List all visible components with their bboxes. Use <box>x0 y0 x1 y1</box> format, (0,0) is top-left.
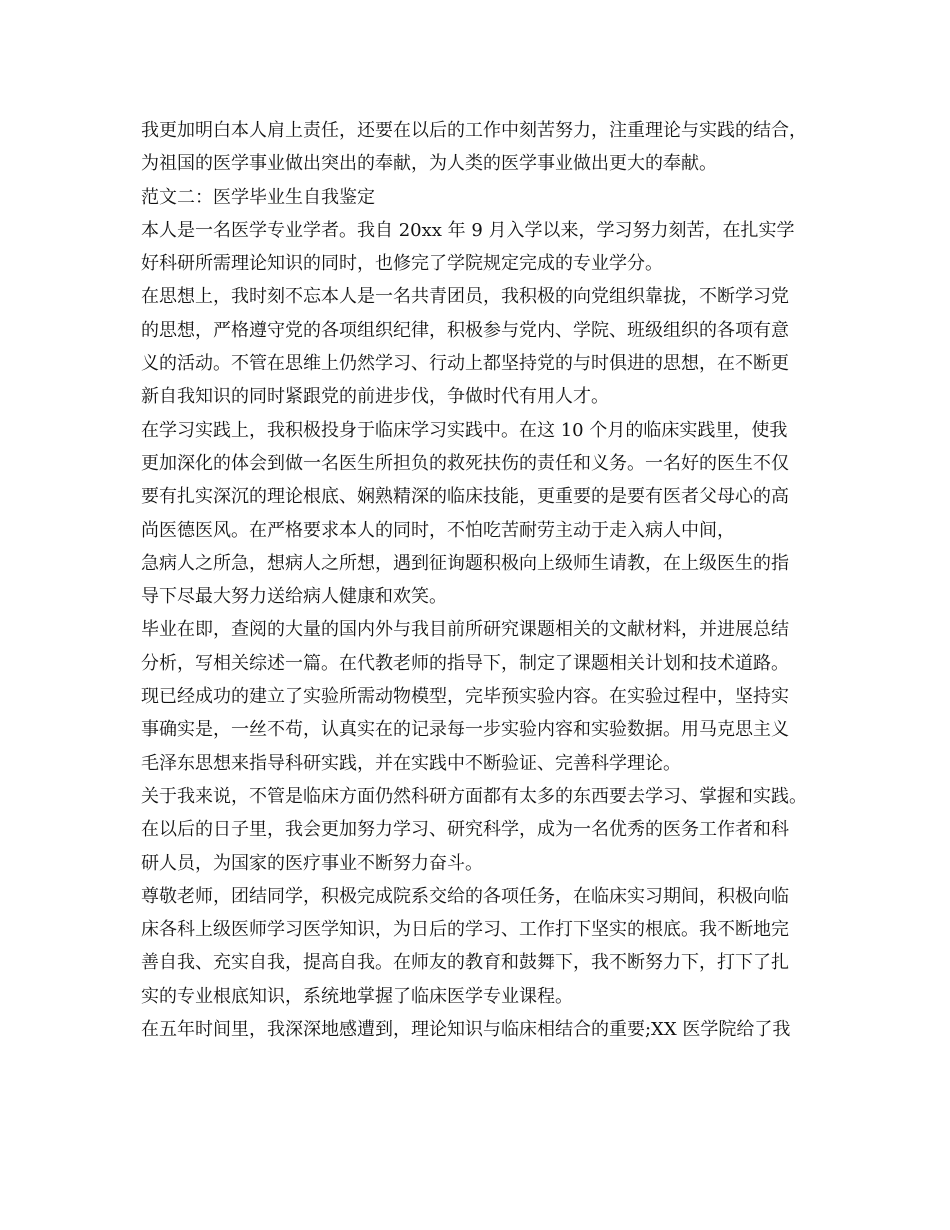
text-line: 分析，写相关综述一篇。在代教老师的指导下，制定了课题相关计划和技术道路。 <box>141 652 789 674</box>
text-line: 现已经成功的建立了实验所需动物模型，完毕预实验内容。在实验过程中，坚持实 <box>141 686 789 708</box>
text-line: 在以后的日子里，我会更加努力学习、研究科学，成为一名优秀的医务工作者和科 <box>141 819 789 841</box>
text-line: 事确实是，一丝不苟，认真实在的记录每一步实验内容和实验数据。用马克思主义 <box>141 719 789 741</box>
text-line: 实的专业根底知识，系统地掌握了临床医学专业课程。 <box>141 985 573 1007</box>
text-line: 本人是一名医学专业学者。我自 20xx 年 9 月入学以来，学习努力刻苦，在扎实学 <box>141 219 795 241</box>
text-line: 关于我来说，不管是临床方面仍然科研方面都有太多的东西要去学习、掌握和实践。 <box>141 785 807 807</box>
text-line: 急病人之所急，想病人之所想，遇到征询题积极向上级师生请教，在上级医生的指 <box>141 552 789 574</box>
text-line: 毕业在即，查阅的大量的国内外与我目前所研究课题相关的文献材料，并进展总结 <box>141 619 789 641</box>
text-line: 在思想上，我时刻不忘本人是一名共青团员，我积极的向党组织靠拢，不断学习党 <box>141 286 789 308</box>
text-line: 研人员，为国家的医疗事业不断努力奋斗。 <box>141 852 483 874</box>
text-line: 毛泽东思想来指导科研实践，并在实践中不断验证、完善科学理论。 <box>141 752 681 774</box>
text-line: 尊敬老师，团结同学，积极完成院系交给的各项任务，在临床实习期间，积极向临 <box>141 885 789 907</box>
text-line: 新自我知识的同时紧跟党的前进步伐，争做时代有用人才。 <box>141 386 609 408</box>
text-line: 更加深化的体会到做一名医生所担负的救死扶伤的责任和义务。一名好的医生不仅 <box>141 452 789 474</box>
text-line: 义的活动。不管在思维上仍然学习、行动上都坚持党的与时俱进的思想，在不断更 <box>141 353 789 375</box>
text-line: 导下尽最大努力送给病人健康和欢笑。 <box>141 586 447 608</box>
text-line: 为祖国的医学事业做出突出的奉献，为人类的医学事业做出更大的奉献。 <box>141 153 717 175</box>
text-line: 床各科上级医师学习医学知识，为日后的学习、工作打下坚实的根底。我不断地完 <box>141 919 789 941</box>
text-line: 要有扎实深沉的理论根底、娴熟精深的临床技能，更重要的是要有医者父母心的高 <box>141 486 789 508</box>
text-line: 在学习实践上，我积极投身于临床学习实践中。在这 10 个月的临床实践里，使我 <box>141 419 788 441</box>
text-line: 在五年时间里，我深深地感遭到，理论知识与临床相结合的重要;XX 医学院给了我 <box>141 1019 791 1041</box>
text-line: 尚医德医风。在严格要求本人的同时，不怕吃苦耐劳主动于走入病人中间， <box>141 519 735 541</box>
document-body <box>141 114 831 1046</box>
text-line: 善自我、充实自我，提高自我。在师友的教育和鼓舞下，我不断努力下，打下了扎 <box>141 952 789 974</box>
text-line: 的思想，严格遵守党的各项组织纪律，积极参与党内、学院、班级组织的各项有意 <box>141 319 789 341</box>
text-line: 好科研所需理论知识的同时，也修完了学院规定完成的专业学分。 <box>141 253 663 275</box>
section-heading: 范文二：医学毕业生自我鉴定 <box>141 186 375 208</box>
text-line: 我更加明白本人肩上责任，还要在以后的工作中刻苦努力，注重理论与实践的结合， <box>141 120 807 141</box>
